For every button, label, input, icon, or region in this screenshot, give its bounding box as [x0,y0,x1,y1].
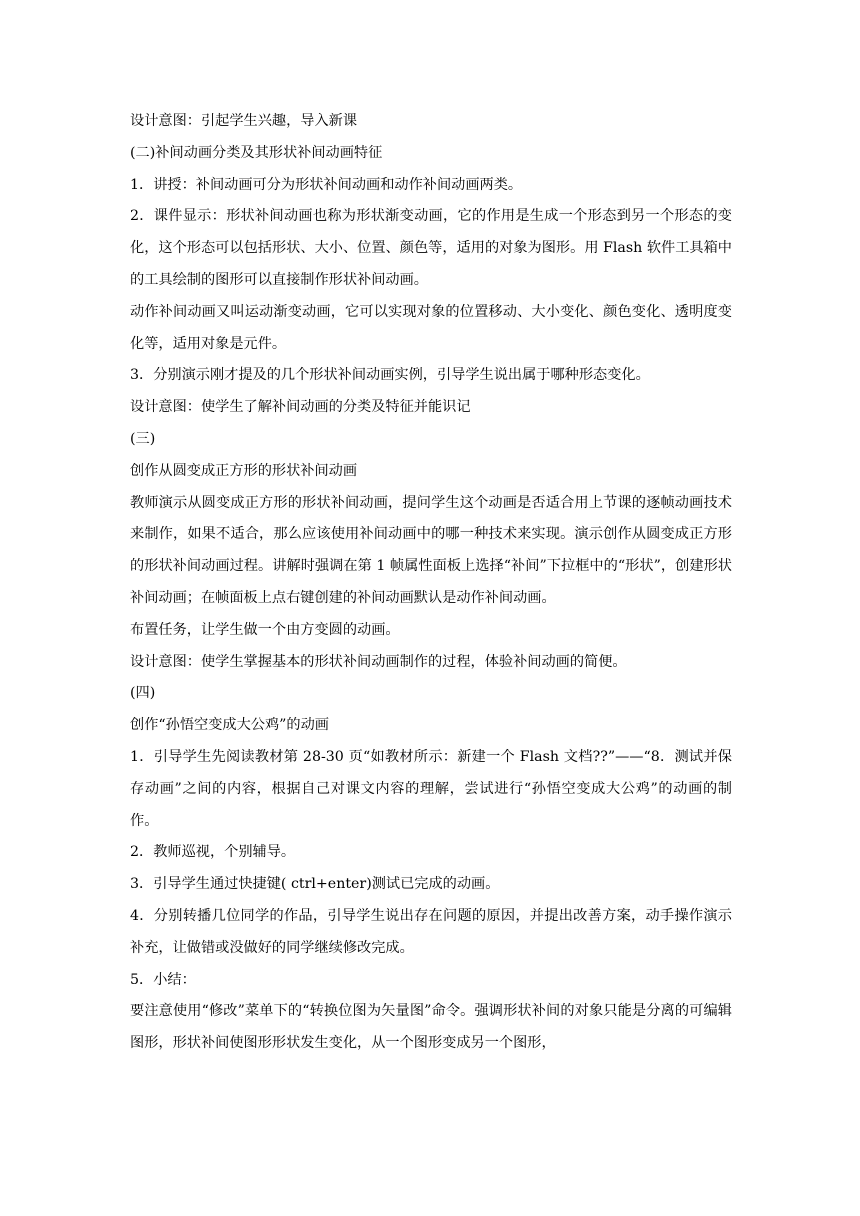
paragraph-read-textbook: 1．引导学生先阅读教材第 28-30 页“如教材所示：新建一个 Flash 文档??”——“8．测试并保存动画”之间的内容，根据自己对课文内容的理解，尝试进行“孙悟空变成大公鸡”的动画的制作。 [130,748,732,829]
section-title-monkey-king: 创作“孙悟空变成大公鸡”的动画 [130,717,329,734]
section-heading-2: (二)补间动画分类及其形状补间动画特征 [130,144,383,161]
section-heading-4: (四) [130,685,156,702]
paragraph-student-works: 4．分别转播几位同学的作品，引导学生说出存在问题的原因，并提出改善方案，动手操作演示补充，让做错或没做好的同学继续修改完成。 [130,907,732,956]
paragraph-courseware: 2．课件显示：形状补间动画也称为形状渐变动画，它的作用是生成一个形态到另一个形态的变化，这个形态可以包括形状、大小、位置、颜色等，适用的对象为图形。用 Flash 软件工具箱中的工具绘制的图形可以直接制作形状补间动画。 [130,208,732,288]
paragraph-assignment: 布置任务，让学生做一个由方变圆的动画。 [130,621,400,638]
section-heading-3: (三) [130,430,156,447]
paragraph-summary-text: 要注意使用“修改”菜单下的“转换位图为矢量图”命令。强调形状补间的对象只能是分离的可编辑图形，形状补间使图形形状发生变化，从一个图形变成另一个图形， [130,1003,732,1052]
document-body [130,106,732,1060]
paragraph-motion-tween: 动作补间动画又叫运动渐变动画，它可以实现对象的位置移动、大小变化、颜色变化、透明度变化等，适用对象是元件。 [130,303,732,352]
paragraph-design-intent-3: 设计意图：使学生掌握基本的形状补间动画制作的过程，体验补间动画的简便。 [130,653,627,670]
section-title-circle-to-square: 创作从圆变成正方形的形状补间动画 [130,462,358,479]
paragraph-teacher-tour: 2．教师巡视，个别辅导。 [130,844,296,861]
paragraph-design-intent-1: 设计意图：引起学生兴趣，导入新课 [130,113,358,129]
paragraph-demo-examples: 3．分别演示刚才提及的几个形状补间动画实例，引导学生说出属于哪种形态变化。 [130,367,650,384]
paragraph-lecture: 1．讲授：补间动画可分为形状补间动画和动作补间动画两类。 [130,176,523,193]
paragraph-design-intent-2: 设计意图：使学生了解补间动画的分类及特征并能识记 [130,399,471,416]
paragraph-summary-label: 5．小结： [130,971,196,988]
paragraph-teacher-demo: 教师演示从圆变成正方形的形状补间动画，提问学生这个动画是否适合用上节课的逐帧动画技术来制作，如果不适合，那么应该使用补间动画中的哪一种技术来实现。演示创作从圆变成正方形的形状补间动画过程。讲解时强调在第 1 帧属性面板上选择“补间”下拉框中的“形状”，创建形状补间动画；在帧面板上点右键创建的补间动画默认是动作补间动画。 [130,494,732,606]
paragraph-shortcut-test: 3．引导学生通过快捷键( ctrl+enter)测试已完成的动画。 [130,876,500,893]
